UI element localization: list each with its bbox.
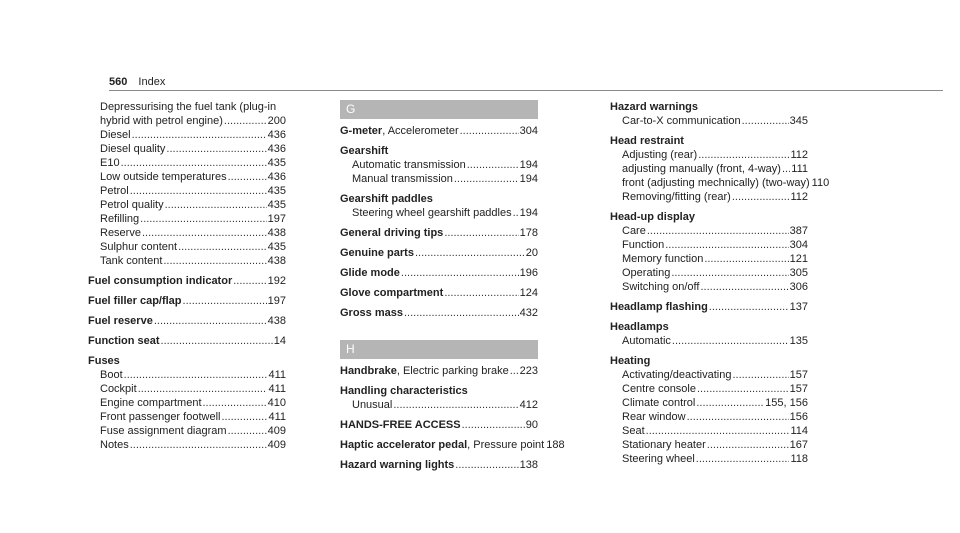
page-ref[interactable]: 304 [519, 125, 538, 137]
index-subentry: Care ..... 387 [610, 224, 808, 238]
index-subentry: front (adjusting mechnically) (two-way) 110 [622, 177, 830, 189]
page-ref[interactable]: 90 [525, 419, 538, 431]
index-heading: Fuses [88, 355, 120, 367]
index-subentry: Manual transmission ..... 194 [340, 172, 538, 186]
section-letter-h: H [340, 340, 538, 359]
index-entry: HANDS-FREE ACCESS ..... 90 [340, 418, 538, 432]
page-ref[interactable]: 114 [790, 425, 808, 437]
page-ref[interactable]: 110 [811, 177, 830, 189]
page-ref[interactable]: 438 [267, 255, 286, 267]
index-subentry: hybrid with petrol engine) ..... 200 [88, 114, 286, 128]
page-ref[interactable]: 167 [789, 439, 808, 451]
index-heading: Headlamps [610, 321, 669, 333]
page-ref[interactable]: 124 [519, 287, 538, 299]
page-ref[interactable]: 438 [267, 315, 286, 327]
page-ref[interactable]: 436 [267, 171, 286, 183]
page-ref[interactable]: 435 [267, 157, 286, 169]
page-ref[interactable]: 435 [267, 199, 286, 211]
index-subentry: Automatic ..... 135 [610, 334, 808, 348]
index-entry: General driving tips ..... 178 [340, 226, 538, 240]
page-ref[interactable]: 306 [789, 281, 808, 293]
page-ref[interactable]: 157 [789, 383, 808, 395]
index-subentry: Notes ..... 409 [88, 438, 286, 452]
index-subentry: E10 ..... 435 [88, 156, 286, 170]
page-ref[interactable]: 436 [267, 129, 286, 141]
index-entry: Fuel reserve ..... 438 [88, 314, 286, 328]
index-subentry: Front passenger footwell ..... 411 [88, 410, 286, 424]
index-subentry: Low outside temperatures ..... 436 [88, 170, 286, 184]
page-ref[interactable]: 438 [267, 227, 286, 239]
page-ref[interactable]: 197 [267, 295, 286, 307]
index-subentry: Steering wheel ..... 118 [610, 452, 808, 466]
page-ref[interactable]: 412 [519, 399, 538, 411]
index-entry: Glide mode ..... 196 [340, 266, 538, 280]
index-heading: Gearshift paddles [340, 193, 433, 205]
index-subentry: Function ..... 304 [610, 238, 808, 252]
index-subentry: Steering wheel gearshift paddles ..... 194 [340, 206, 538, 220]
index-subentry: Centre console ..... 157 [610, 382, 808, 396]
page-header [109, 76, 165, 88]
index-heading: Handling characteristics [340, 385, 468, 397]
page-ref[interactable]: 196 [519, 267, 538, 279]
index-entry: Gross mass ..... 432 [340, 306, 538, 320]
index-subentry: Boot ..... 411 [88, 368, 286, 382]
index-heading: Heating [610, 355, 651, 367]
index-subentry: Depressurising the fuel tank (plug-in [100, 101, 277, 113]
index-subentry: Adjusting (rear) ..... 112 [610, 148, 808, 162]
index-subentry: Automatic transmission ..... 194 [340, 158, 538, 172]
page-number: 560 [109, 76, 128, 88]
page-ref[interactable]: 436 [267, 143, 286, 155]
page-ref[interactable]: 194 [519, 173, 538, 185]
page-ref[interactable]: 137 [789, 301, 808, 313]
page-ref[interactable]: 194 [519, 159, 538, 171]
index-subentry: Switching on/off ..... 306 [610, 280, 808, 294]
index-entry: Function seat ..... 14 [88, 334, 286, 348]
index-subentry: Tank content ..... 438 [88, 254, 286, 268]
index-column-1 [88, 100, 286, 452]
index-heading: Gearshift [340, 145, 389, 157]
index-subentry: Engine compartment ..... 410 [88, 396, 286, 410]
page-ref[interactable]: 194 [519, 207, 538, 219]
index-entry: G-meter, Accelerometer ..... 304 [340, 124, 538, 138]
index-subentry: Unusual ..... 412 [340, 398, 538, 412]
page-ref[interactable]: 157 [789, 369, 808, 381]
page-ref[interactable]: 112 [790, 149, 808, 161]
index-subentry: Rear window ..... 156 [610, 410, 808, 424]
page-ref[interactable]: 435 [267, 241, 286, 253]
index-heading: Head-up display [610, 211, 695, 223]
index-entry: Glove compartment ..... 124 [340, 286, 538, 300]
section-letter-g: G [340, 100, 538, 119]
index-entry: Haptic accelerator pedal, Pressure point 188 [340, 439, 565, 451]
index-heading: Hazard warnings [610, 101, 699, 113]
index-column-3 [610, 100, 830, 466]
index-subentry: Stationary heater ..... 167 [610, 438, 808, 452]
page-ref[interactable]: 138 [519, 459, 538, 471]
index-subentry: Climate control ..... 155, 156 [610, 396, 808, 410]
page-ref[interactable]: 435 [267, 185, 286, 197]
page-ref[interactable]: 410 [267, 397, 286, 409]
page-ref[interactable]: 345 [789, 115, 808, 127]
page-ref[interactable]: 409 [267, 439, 286, 451]
index-subentry: Petrol quality ..... 435 [88, 198, 286, 212]
page-ref[interactable]: 121 [789, 253, 808, 265]
page-ref[interactable]: 112 [790, 191, 808, 203]
page-ref[interactable]: 432 [519, 307, 538, 319]
page-ref[interactable]: 188 [546, 439, 565, 451]
page-ref[interactable]: 135 [789, 335, 808, 347]
page-ref[interactable]: 223 [519, 365, 538, 377]
index-subentry: Sulphur content ..... 435 [88, 240, 286, 254]
page-ref[interactable]: 411 [268, 369, 286, 381]
index-column-2 [340, 100, 565, 472]
page-ref[interactable]: 409 [267, 425, 286, 437]
page-ref[interactable]: 118 [790, 453, 808, 465]
page-ref[interactable]: 155, 156 [765, 397, 808, 409]
page-ref[interactable]: 20 [525, 247, 538, 259]
index-subentry: adjusting manually (front, 4-way) ..... 111 [610, 162, 808, 176]
index-entry: Fuel consumption indicator ..... 192 [88, 274, 286, 288]
index-subentry: Operating ..... 305 [610, 266, 808, 280]
page-ref[interactable]: 411 [268, 411, 286, 423]
index-subentry: Refilling ..... 197 [88, 212, 286, 226]
page-ref[interactable]: 200 [267, 115, 286, 127]
index-heading: Head restraint [610, 135, 684, 147]
index-subentry: Seat ..... 114 [610, 424, 808, 438]
index-entry: Hazard warning lights ..... 138 [340, 458, 538, 472]
page-ref[interactable]: 305 [789, 267, 808, 279]
page-ref[interactable]: 14 [273, 335, 286, 347]
page-ref[interactable]: 387 [789, 225, 808, 237]
index-subentry: Diesel ..... 436 [88, 128, 286, 142]
page-ref[interactable]: 304 [789, 239, 808, 251]
index-subentry: Activating/deactivating ..... 157 [610, 368, 808, 382]
page-ref[interactable]: 178 [519, 227, 538, 239]
index-entry: Headlamp flashing ..... 137 [610, 300, 808, 314]
index-entry: Genuine parts ..... 20 [340, 246, 538, 260]
index-entry: Fuel filler cap/flap ..... 197 [88, 294, 286, 308]
page-ref[interactable]: 192 [267, 275, 286, 287]
header-divider [109, 90, 943, 91]
page-ref[interactable]: 111 [791, 163, 808, 175]
index-subentry: Cockpit ..... 411 [88, 382, 286, 396]
index-subentry: Memory function ..... 121 [610, 252, 808, 266]
page-title: Index [138, 76, 166, 88]
index-subentry: Diesel quality ..... 436 [88, 142, 286, 156]
index-subentry: Reserve ..... 438 [88, 226, 286, 240]
page-ref[interactable]: 411 [268, 383, 286, 395]
page-ref[interactable]: 197 [267, 213, 286, 225]
index-subentry: Removing/fitting (rear) ..... 112 [610, 190, 808, 204]
index-entry: Handbrake, Electric parking brake ..... 223 [340, 364, 538, 378]
index-subentry: Car-to-X communication ..... 345 [610, 114, 808, 128]
page-ref[interactable]: 156 [789, 411, 808, 423]
index-subentry: Petrol ..... 435 [88, 184, 286, 198]
index-subentry: Fuse assignment diagram ..... 409 [88, 424, 286, 438]
